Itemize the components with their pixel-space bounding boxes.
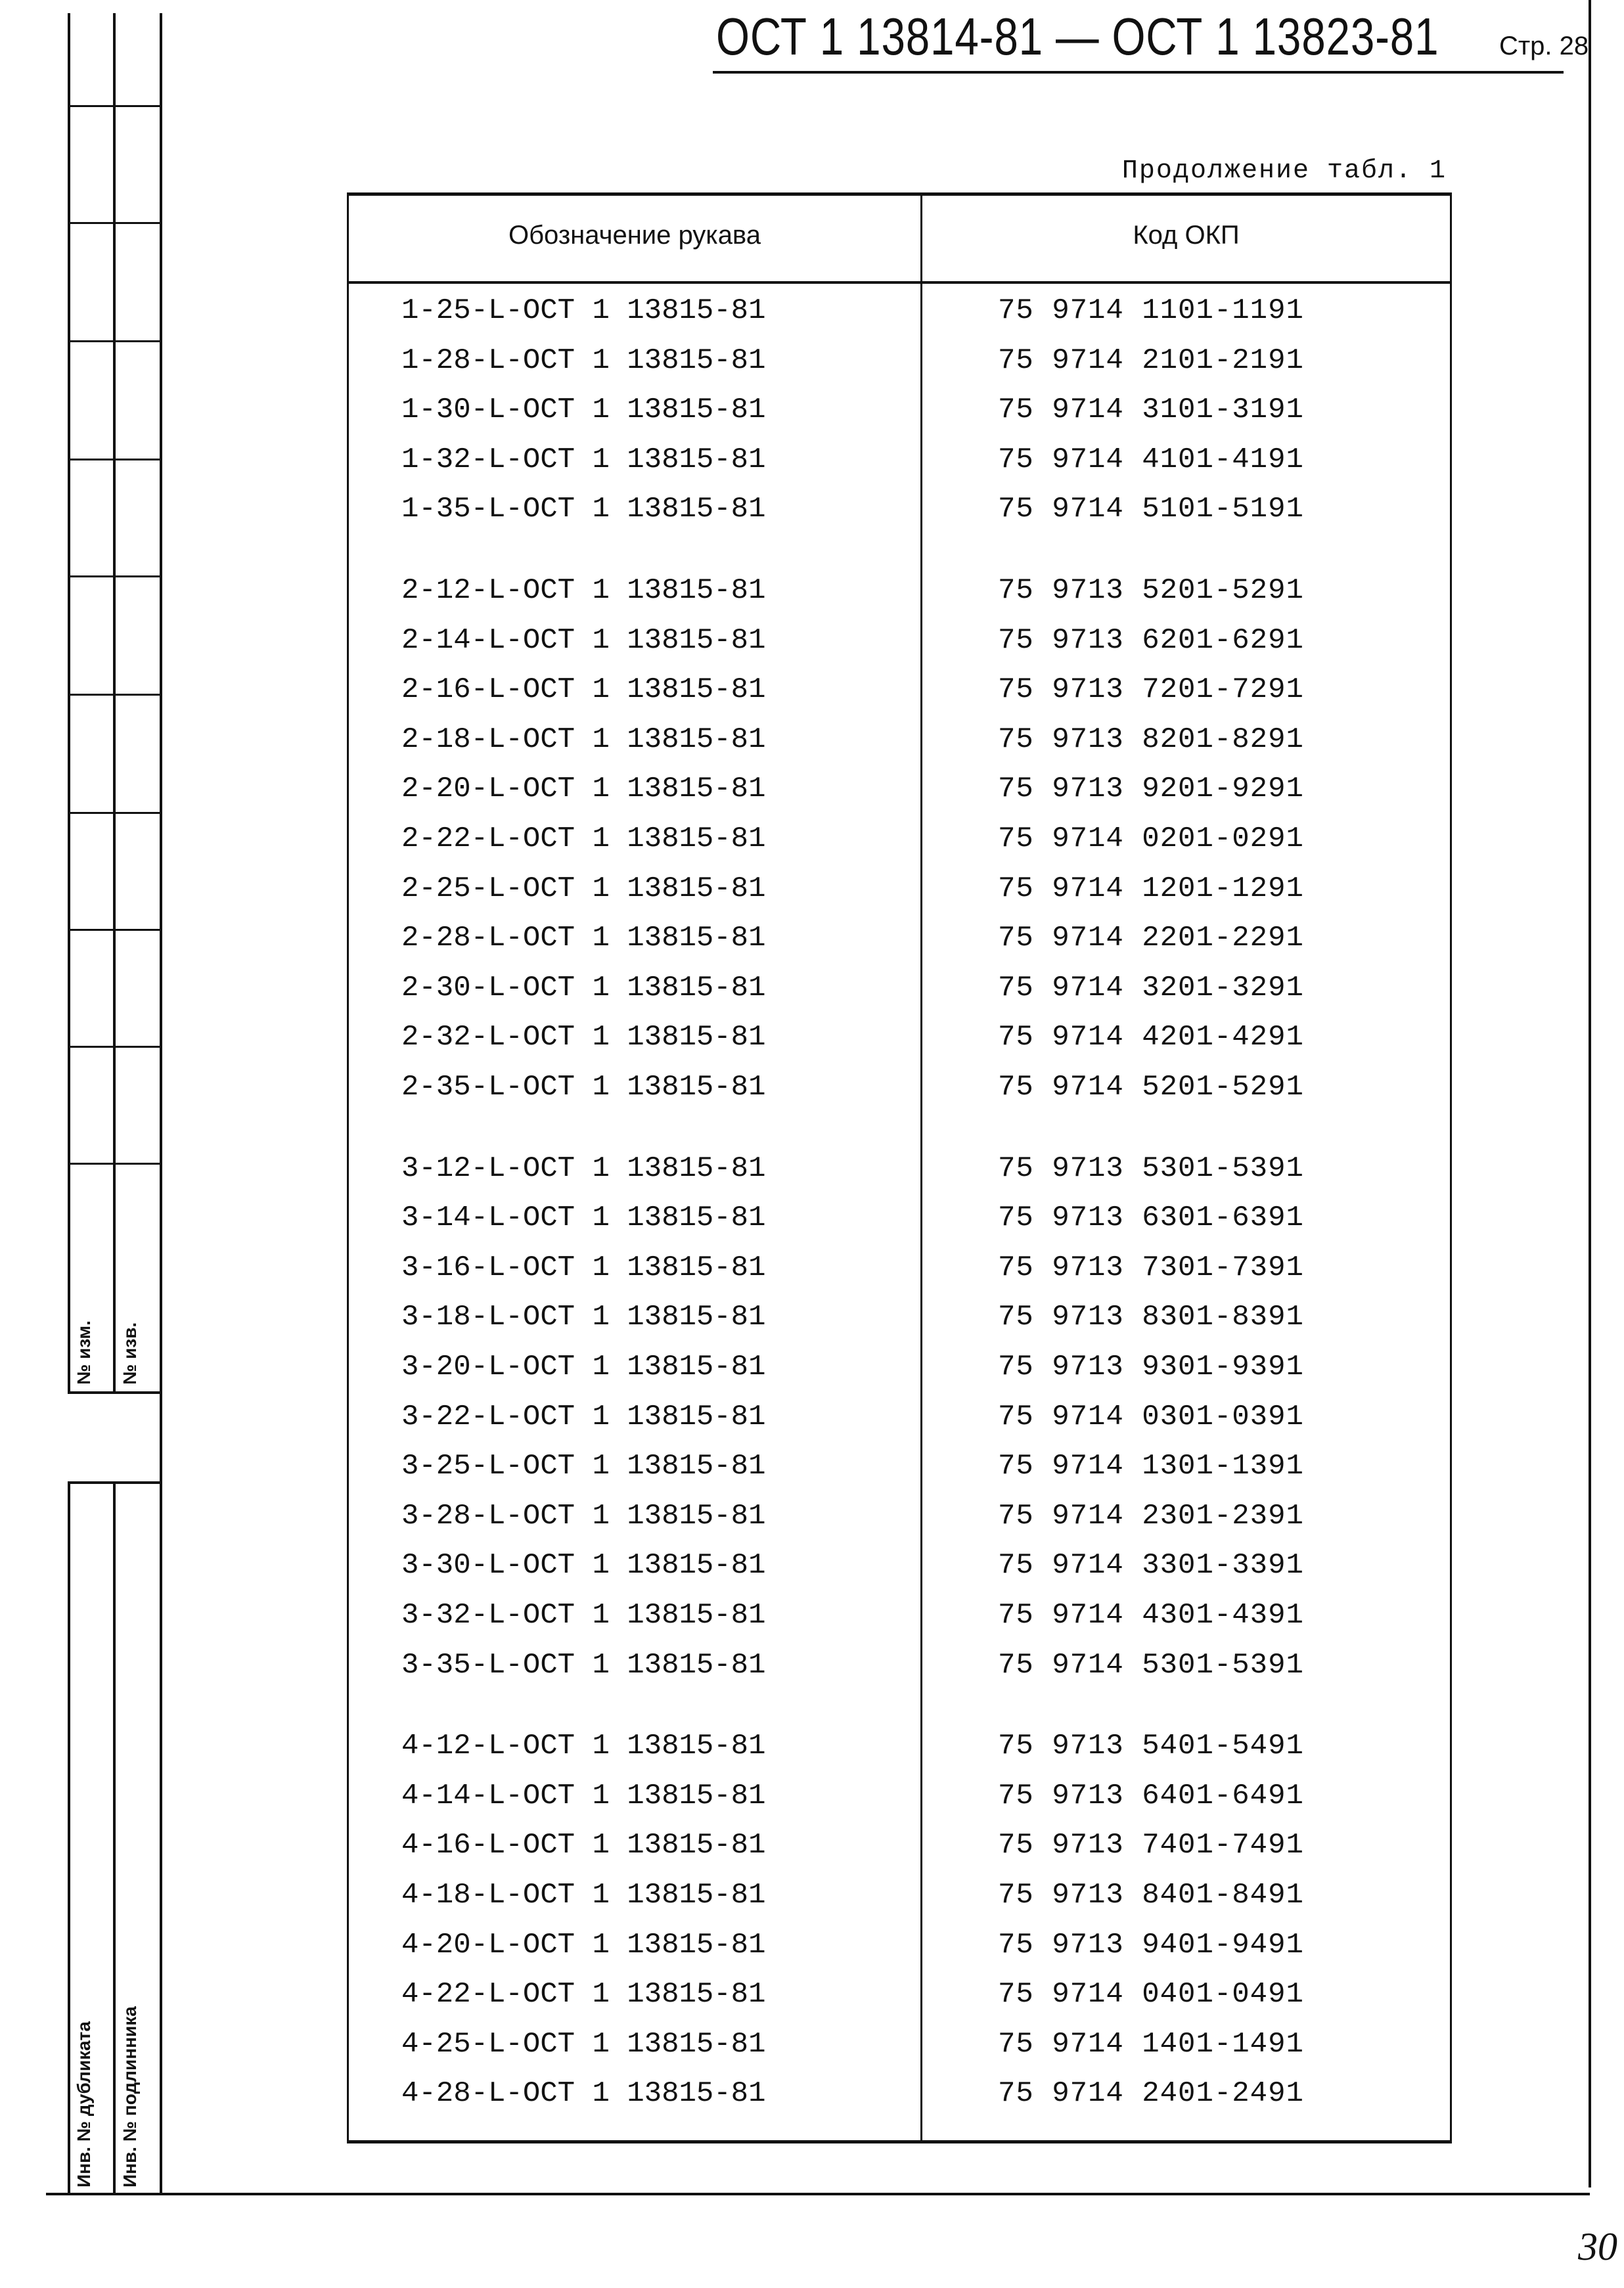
hose-designation: 2-14-L-ОСТ 1 13815-81 xyxy=(401,623,766,657)
page-bottom-rule xyxy=(46,2193,1590,2195)
hose-designation: 1-28-L-ОСТ 1 13815-81 xyxy=(401,344,766,377)
hose-designation: 3-32-L-ОСТ 1 13815-81 xyxy=(401,1599,766,1632)
okp-code: 75 9714 2101-2191 xyxy=(998,344,1304,377)
okp-code: 75 9714 4301-4391 xyxy=(998,1599,1304,1632)
column-header-designation: Обозначение рукава xyxy=(508,221,761,250)
table-row xyxy=(349,1351,1450,1390)
table-row xyxy=(349,443,1450,483)
hose-designation: 3-22-L-ОСТ 1 13815-81 xyxy=(401,1400,766,1433)
hose-designation: 2-30-L-ОСТ 1 13815-81 xyxy=(401,971,766,1004)
hose-designation: 3-14-L-ОСТ 1 13815-81 xyxy=(401,1201,766,1235)
table-row xyxy=(349,1152,1450,1192)
strip-rule xyxy=(68,459,162,460)
table-row xyxy=(349,1879,1450,1918)
strip-lower-line-left xyxy=(68,1481,70,2193)
table-row xyxy=(349,922,1450,961)
table-row xyxy=(349,972,1450,1011)
hose-designation: 4-25-L-ОСТ 1 13815-81 xyxy=(401,2027,766,2061)
okp-code: 75 9714 0301-0391 xyxy=(998,1400,1304,1433)
table-row xyxy=(349,294,1450,334)
strip-rule xyxy=(68,1046,162,1048)
hose-designation: 2-28-L-ОСТ 1 13815-81 xyxy=(401,922,766,955)
okp-code: 75 9714 1201-1291 xyxy=(998,872,1304,905)
okp-code: 75 9714 2301-2391 xyxy=(998,1499,1304,1533)
table-row xyxy=(349,1301,1450,1340)
hose-designation: 4-22-L-ОСТ 1 13815-81 xyxy=(401,1978,766,2011)
hose-designation: 3-30-L-ОСТ 1 13815-81 xyxy=(401,1549,766,1582)
okp-code: 75 9714 3301-3391 xyxy=(998,1549,1304,1582)
hose-designation: 3-20-L-ОСТ 1 13815-81 xyxy=(401,1351,766,1383)
binding-strip xyxy=(0,0,171,2288)
hose-designation: 2-22-L-ОСТ 1 13815-81 xyxy=(401,822,766,855)
strip-rule xyxy=(68,1391,162,1394)
okp-code: 75 9714 5101-5191 xyxy=(998,493,1304,526)
okp-code: 75 9713 9301-9391 xyxy=(998,1351,1304,1383)
okp-code: 75 9714 1401-1491 xyxy=(998,2027,1304,2061)
hose-designation: 2-18-L-ОСТ 1 13815-81 xyxy=(401,723,766,756)
table-row xyxy=(349,493,1450,532)
header-rule xyxy=(349,281,1450,284)
column-header-okp-code: Код ОКП xyxy=(1133,221,1240,250)
strip-rule xyxy=(68,694,162,696)
strip-rule xyxy=(68,812,162,814)
table-row xyxy=(349,773,1450,812)
hose-designation: 2-16-L-ОСТ 1 13815-81 xyxy=(401,673,766,707)
hose-designation: 3-35-L-ОСТ 1 13815-81 xyxy=(401,1648,766,1682)
table-row xyxy=(349,1201,1450,1241)
strip-line-mid xyxy=(113,13,116,1393)
hose-designation: 2-25-L-ОСТ 1 13815-81 xyxy=(401,872,766,905)
hose-designation: 1-30-L-ОСТ 1 13815-81 xyxy=(401,393,766,427)
okp-code: 75 9713 8301-8391 xyxy=(998,1301,1304,1334)
okp-code: 75 9714 3101-3191 xyxy=(998,393,1304,427)
table-row xyxy=(349,1649,1450,1688)
okp-code: 75 9713 7401-7491 xyxy=(998,1829,1304,1862)
strip-line-left xyxy=(68,13,70,1393)
hose-designation: 4-12-L-ОСТ 1 13815-81 xyxy=(401,1730,766,1763)
table-row xyxy=(349,723,1450,763)
strip-rule xyxy=(68,105,162,107)
strip-rule xyxy=(68,340,162,342)
okp-code: 75 9713 5201-5291 xyxy=(998,574,1304,607)
okp-code: 75 9713 8201-8291 xyxy=(998,723,1304,756)
hose-designation: 4-20-L-ОСТ 1 13815-81 xyxy=(401,1928,766,1962)
table-row xyxy=(349,1450,1450,1489)
strip-rule xyxy=(68,1163,162,1165)
okp-code: 75 9713 6201-6291 xyxy=(998,623,1304,657)
okp-code: 75 9714 2401-2491 xyxy=(998,2077,1304,2111)
corner-number: 30 xyxy=(1578,2225,1617,2268)
okp-code: 75 9713 9201-9291 xyxy=(998,773,1304,806)
okp-code: 75 9713 6401-6491 xyxy=(998,1779,1304,1812)
hose-designation: 3-25-L-ОСТ 1 13815-81 xyxy=(401,1450,766,1483)
table-row xyxy=(349,1549,1450,1588)
okp-code: 75 9714 0401-0491 xyxy=(998,1978,1304,2011)
strip-rule xyxy=(68,929,162,931)
document-header xyxy=(716,7,1589,72)
header-underline xyxy=(713,71,1564,74)
okp-code: 75 9714 1101-1191 xyxy=(998,294,1304,327)
document-code: ОСТ 1 13814-81 — ОСТ 1 13823-81 xyxy=(716,7,1439,66)
page-border-right xyxy=(1589,0,1591,2187)
table-row xyxy=(349,2077,1450,2117)
okp-code: 75 9714 4101-4191 xyxy=(998,443,1304,476)
notice-number-label: № изв. xyxy=(120,1322,140,1385)
table-row xyxy=(349,822,1450,862)
table-row xyxy=(349,1730,1450,1769)
hose-designation: 1-32-L-ОСТ 1 13815-81 xyxy=(401,443,766,476)
okp-code: 75 9714 5201-5291 xyxy=(998,1071,1304,1104)
hose-designation: 3-28-L-ОСТ 1 13815-81 xyxy=(401,1499,766,1533)
table-row xyxy=(349,1829,1450,1868)
table-row xyxy=(349,344,1450,384)
okp-code: 75 9713 9401-9491 xyxy=(998,1928,1304,1962)
okp-code: 75 9713 5301-5391 xyxy=(998,1152,1304,1185)
hose-designation: 3-16-L-ОСТ 1 13815-81 xyxy=(401,1251,766,1284)
table-row xyxy=(349,574,1450,614)
hose-designation: 2-20-L-ОСТ 1 13815-81 xyxy=(401,773,766,806)
hose-designation: 1-25-L-ОСТ 1 13815-81 xyxy=(401,294,766,327)
table-row xyxy=(349,624,1450,663)
table-row xyxy=(349,1071,1450,1110)
okp-code: 75 9713 7301-7391 xyxy=(998,1251,1304,1284)
table-row xyxy=(349,872,1450,912)
strip-lower-line-mid xyxy=(113,1481,116,2193)
table-row xyxy=(349,1021,1450,1060)
change-number-label: № изм. xyxy=(74,1320,94,1385)
table-continuation-label: Продолжение табл. 1 xyxy=(1121,156,1447,186)
hose-designation: 4-28-L-ОСТ 1 13815-81 xyxy=(401,2077,766,2111)
inv-original-label: Инв. № подлинника xyxy=(120,2006,140,2187)
strip-rule xyxy=(68,222,162,224)
hose-designation: 3-18-L-ОСТ 1 13815-81 xyxy=(401,1301,766,1334)
hose-designation: 2-35-L-ОСТ 1 13815-81 xyxy=(401,1071,766,1104)
okp-code: 75 9714 1301-1391 xyxy=(998,1450,1304,1483)
okp-code: 75 9713 8401-8491 xyxy=(998,1879,1304,1912)
okp-code: 75 9714 0201-0291 xyxy=(998,822,1304,855)
table-row xyxy=(349,1251,1450,1291)
table-row xyxy=(349,1978,1450,2017)
hose-designation: 2-12-L-ОСТ 1 13815-81 xyxy=(401,574,766,607)
inv-duplicate-label: Инв. № дубликата xyxy=(74,2021,94,2187)
table-row xyxy=(349,1599,1450,1638)
hose-designation: 2-32-L-ОСТ 1 13815-81 xyxy=(401,1021,766,1054)
table-row xyxy=(349,1401,1450,1440)
hose-designation: 3-12-L-ОСТ 1 13815-81 xyxy=(401,1152,766,1185)
hose-designation: 4-16-L-ОСТ 1 13815-81 xyxy=(401,1829,766,1862)
strip-lower-top-rule xyxy=(68,1481,162,1484)
table-row xyxy=(349,1929,1450,1968)
okp-code: 75 9714 3201-3291 xyxy=(998,971,1304,1004)
table-row xyxy=(349,393,1450,433)
okp-code: 75 9714 5301-5391 xyxy=(998,1648,1304,1682)
okp-code: 75 9714 2201-2291 xyxy=(998,922,1304,955)
table-row xyxy=(349,2028,1450,2067)
table-row xyxy=(349,1500,1450,1539)
strip-rule xyxy=(68,575,162,577)
okp-code: 75 9713 7201-7291 xyxy=(998,673,1304,707)
hose-designation: 4-18-L-ОСТ 1 13815-81 xyxy=(401,1879,766,1912)
okp-code: 75 9714 4201-4291 xyxy=(998,1021,1304,1054)
okp-code-table xyxy=(347,192,1452,2143)
okp-code: 75 9713 5401-5491 xyxy=(998,1730,1304,1763)
okp-code: 75 9713 6301-6391 xyxy=(998,1201,1304,1235)
table-row xyxy=(349,673,1450,713)
hose-designation: 4-14-L-ОСТ 1 13815-81 xyxy=(401,1779,766,1812)
page-label: Стр. 28 xyxy=(1499,32,1589,60)
hose-designation: 1-35-L-ОСТ 1 13815-81 xyxy=(401,493,766,526)
table-row xyxy=(349,1780,1450,1819)
